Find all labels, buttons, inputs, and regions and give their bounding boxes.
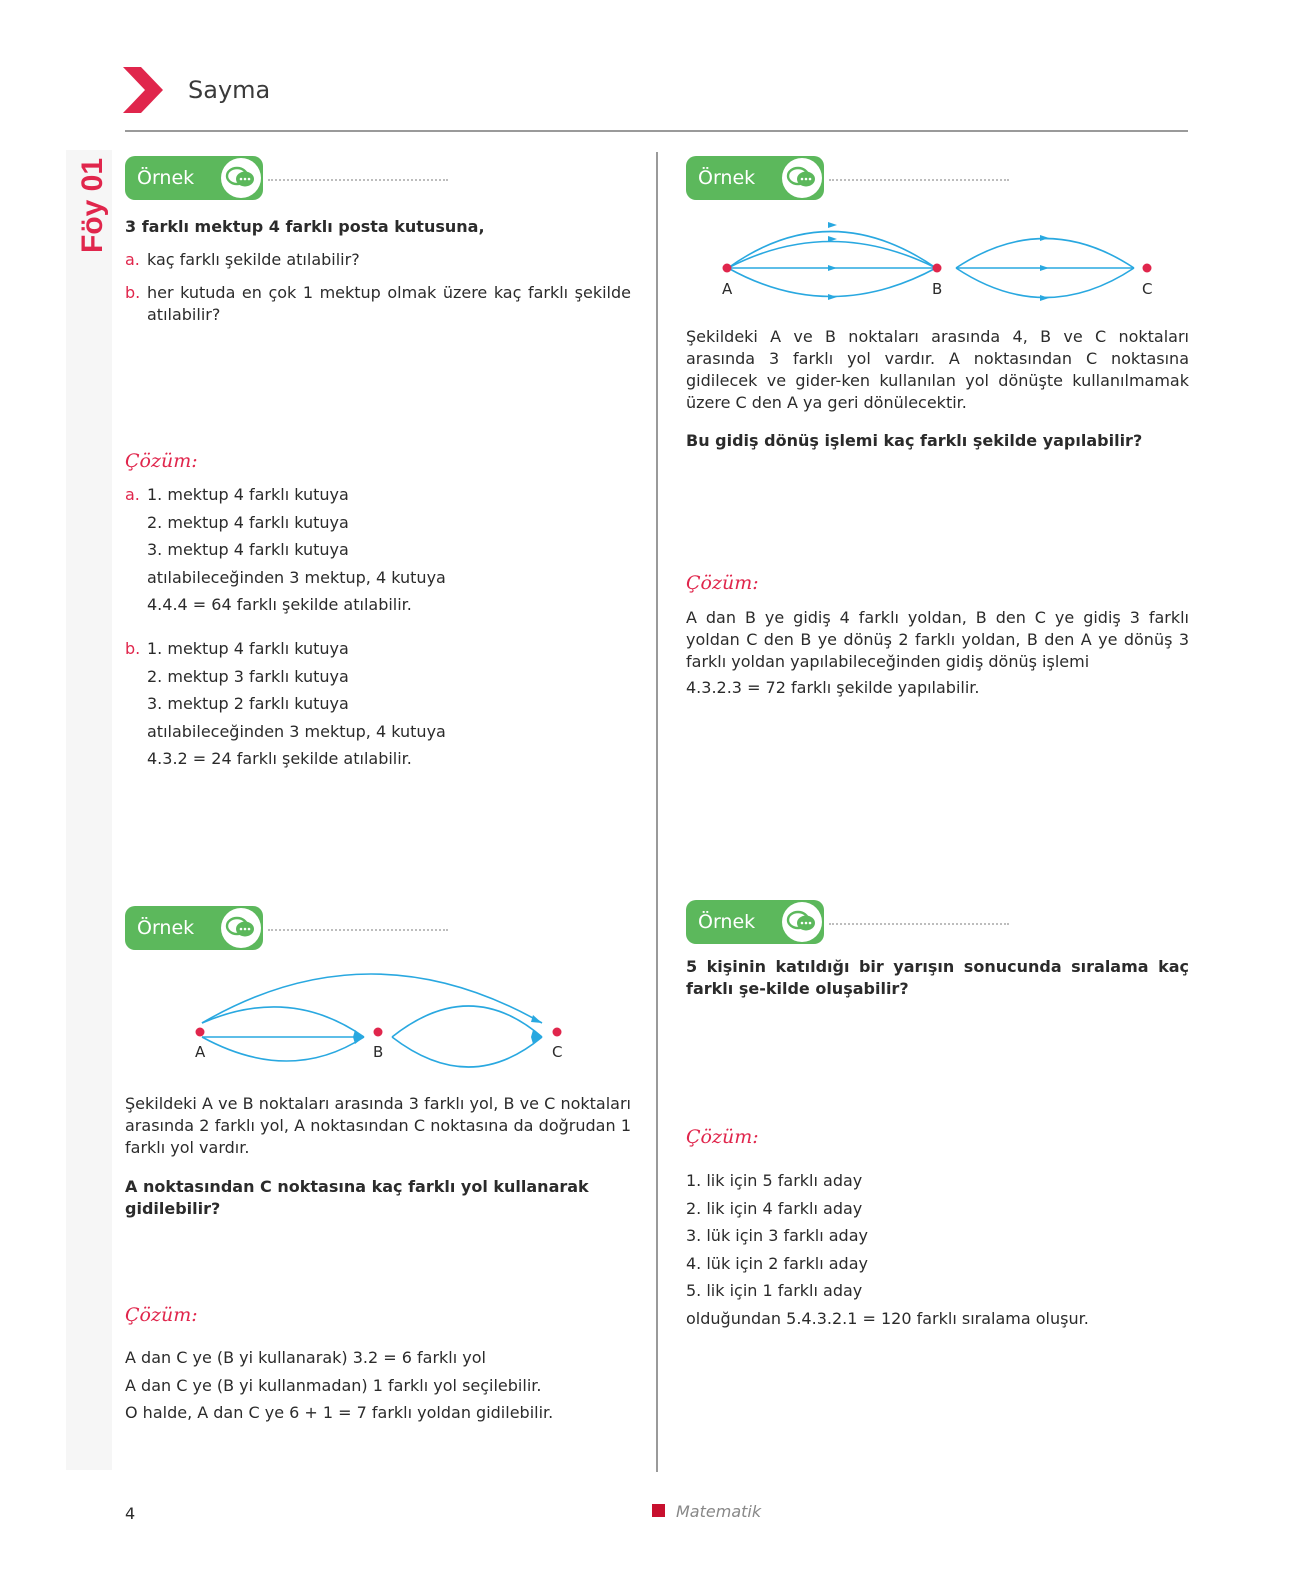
solution-line: 2. mektup 4 farklı kutuya (147, 512, 349, 532)
solution-heading: Çözüm: (686, 1126, 759, 1148)
example-badge: Örnek (125, 906, 263, 950)
solution-heading: Çözüm: (686, 572, 759, 594)
side-label (70, 155, 110, 255)
solution-line: 4.4.4 = 64 farklı şekilde atılabilir. (147, 595, 412, 614)
header-divider (125, 130, 1188, 132)
solution-line: 2. mektup 3 farklı kutuya (147, 666, 349, 686)
solution-line: 3. mektup 2 farklı kutuya (147, 694, 349, 713)
solution-result: 4.3.2.3 = 72 farklı şekilde yapılabilir. (686, 678, 980, 697)
example-text: Şekildeki A ve B noktaları arasında 3 farklı yol, B ve C noktaları arasında 2 farklı yol, A noktasından C noktasına da doğrudan 1 farklı yol vardır. (125, 1094, 631, 1157)
example-text: Şekildeki A ve B noktaları arasında 4, B ve C noktaları arasında 3 farklı yol vardır. A noktasından C noktasına gidilecek ve gider-ken kullanılan yol dönüşte kullanılmamak üzere C den A ya geri dönülecektir. (686, 327, 1189, 412)
svg-text:A: A (195, 1043, 206, 1061)
solution-line: 4. lük için 2 farklı aday (686, 1253, 868, 1273)
subject-square-icon (652, 1504, 665, 1517)
dotted-line (268, 179, 448, 181)
point-a (723, 264, 732, 273)
route-diagram-abc (700, 215, 1180, 315)
page-number: 4 (125, 1504, 136, 1523)
solution-line: 1. mektup 4 farklı kutuya (147, 485, 349, 504)
point-b (933, 264, 942, 273)
point-b (374, 1028, 383, 1037)
question-part-b: b. her kutuda en çok 1 mektup olmak üzere kaç farklı şekilde atılabilir? (125, 283, 631, 324)
example-badge: Örnek (125, 156, 263, 200)
question-text: Bu gidiş dönüş işlemi kaç farklı şekilde yapılabilir? (686, 431, 1143, 450)
solution-line: 1. lik için 5 farklı aday (686, 1171, 863, 1190)
route-bc-3 (956, 268, 1134, 298)
route-ab-2 (728, 242, 936, 269)
chat-bubbles-icon (221, 158, 261, 198)
question-text: 5 kişinin katıldığı bir yarışın sonucunda sıralama kaç farklı şe-kilde oluşabilir? (686, 957, 1189, 998)
solution-line: A dan C ye (B yi kullanmadan) 1 farklı yol seçilebilir. (125, 1375, 542, 1395)
dotted-line (829, 179, 1009, 181)
side-strip (66, 150, 112, 1470)
point-c (553, 1028, 562, 1037)
solution-line: 1. mektup 4 farklı kutuya (147, 639, 349, 658)
solution-line: 2. lik için 4 farklı aday (686, 1198, 863, 1218)
svg-text:B: B (932, 280, 943, 298)
route-bc-1 (956, 239, 1134, 269)
solution-line: A dan C ye (B yi kullanarak) 3.2 = 6 farklı yol (125, 1348, 486, 1367)
dotted-line (829, 923, 1009, 925)
point-a (196, 1028, 205, 1037)
solution-line: olduğundan 5.4.3.2.1 = 120 farklı sıralama oluşur. (686, 1308, 1089, 1328)
route-bc-2 (392, 1037, 542, 1067)
svg-text:Föy 01: Föy 01 (76, 157, 109, 253)
chat-bubbles-icon (221, 908, 261, 948)
chat-bubbles-icon (782, 902, 822, 942)
solution-block (125, 1344, 553, 1427)
solution-line: 3. lük için 3 farklı aday (686, 1226, 868, 1245)
point-c (1143, 264, 1152, 273)
solution-heading: Çözüm: (125, 1304, 198, 1326)
route-ac-direct (202, 974, 542, 1023)
svg-text:C: C (552, 1043, 563, 1061)
question-text: A noktasından C noktasına kaç farklı yol kullanarak gidilebilir? (125, 1177, 589, 1218)
svg-text:B: B (373, 1043, 384, 1061)
chat-bubbles-icon (782, 158, 822, 198)
route-ab-1 (202, 1007, 364, 1037)
page-title: Sayma (188, 76, 271, 104)
solution-line: 4.3.2 = 24 farklı şekilde atılabilir. (147, 749, 412, 768)
example-badge: Örnek (686, 156, 824, 200)
solution-line: 5. lik için 1 farklı aday (686, 1281, 863, 1300)
route-diagram-abc-direct (180, 965, 580, 1075)
column-divider (656, 152, 658, 1472)
solution-heading: Çözüm: (125, 450, 198, 472)
solution-line: O halde, A dan C ye 6 + 1 = 7 farklı yoldan gidilebilir. (125, 1403, 554, 1422)
svg-text:C: C (1142, 280, 1153, 298)
question-text: 3 farklı mektup 4 farklı posta kutusuna, (125, 217, 485, 236)
route-ab-3 (202, 1037, 364, 1061)
solution-block (686, 1167, 1089, 1332)
solution-line: 3. mektup 4 farklı kutuya (147, 540, 349, 559)
question-part-a: a. kaç farklı şekilde atılabilir? (125, 250, 360, 269)
chevron-logo-icon (123, 67, 165, 113)
solution-part-a: a. 1. mektup 4 farklı kutuya 2. mektup 4 farklı kutuya 3. mektup 4 farklı kutuya atılabileceğinden 3 mektup, 4 kutuya 4.4.4 = 64 farklı şekilde atılabilir. (125, 481, 446, 619)
route-ab-4 (728, 268, 936, 297)
solution-text: A dan B ye gidiş 4 farklı yoldan, B den C ye gidiş 3 farklı yoldan C den B ye dönüş 2 farklı yoldan, B den A ye dönüş 3 farklı yoldan yapılabileceğinden gidiş dönüş işlemi (686, 608, 1189, 671)
solution-line: atılabileceğinden 3 mektup, 4 kutuya (147, 567, 446, 587)
svg-text:A: A (722, 280, 733, 298)
solution-line: atılabileceğinden 3 mektup, 4 kutuya (147, 721, 446, 741)
example-badge: Örnek (686, 900, 824, 944)
subject-label: Matematik (676, 1502, 762, 1521)
route-ab-1 (728, 232, 936, 269)
solution-part-b: b. 1. mektup 4 farklı kutuya 2. mektup 3 farklı kutuya 3. mektup 2 farklı kutuya atılabileceğinden 3 mektup, 4 kutuya 4.3.2 = 24 farklı şekilde atılabilir. (125, 635, 446, 773)
dotted-line (268, 929, 448, 931)
